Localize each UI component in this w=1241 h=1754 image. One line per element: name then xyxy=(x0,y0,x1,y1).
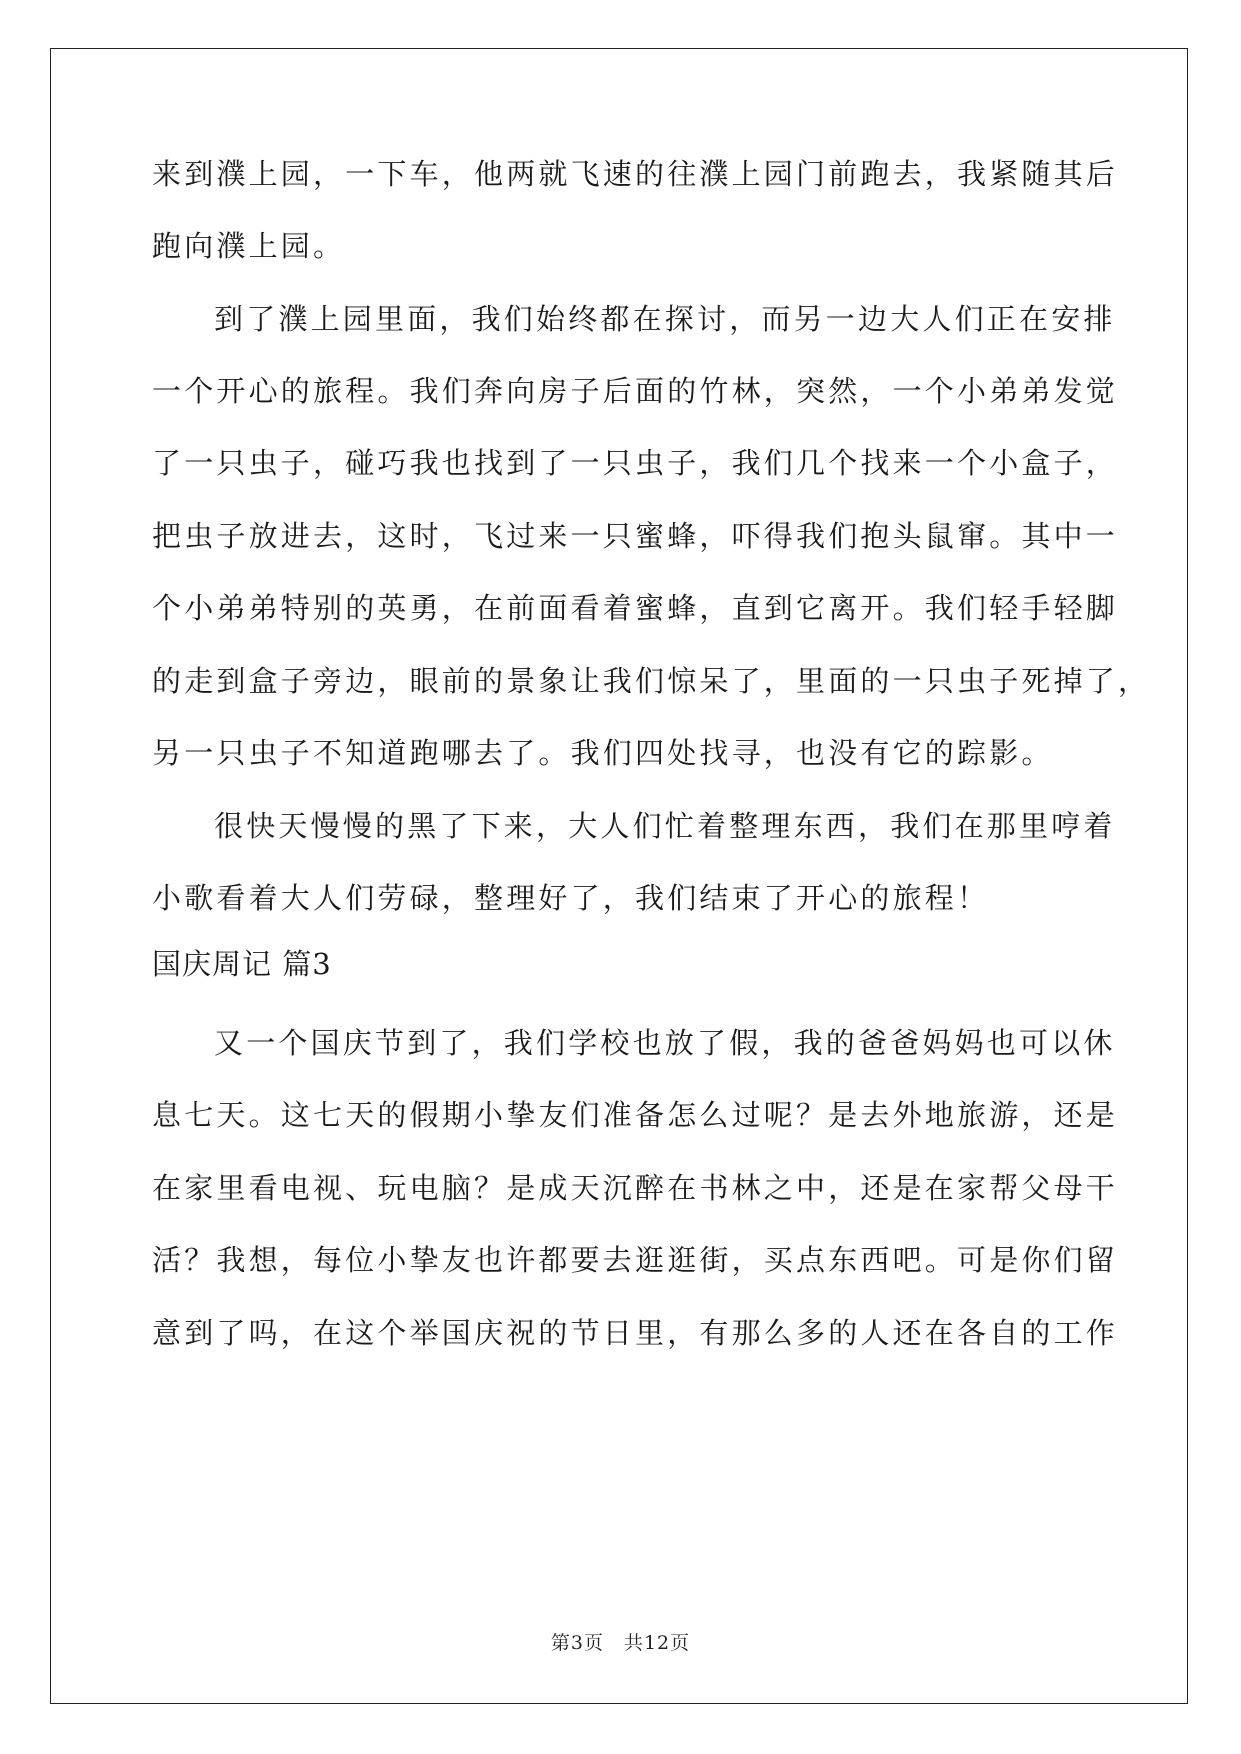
text-line: 在家里看电视、玩电脑？是成天沉醉在书林之中，还是在家帮父母干 xyxy=(152,1171,1119,1205)
text-line: 跑向濮上园。 xyxy=(152,229,346,263)
paragraph-start: 到了濮上园里面，我们始终都在探讨，而另一边大人们正在安排 xyxy=(214,302,1116,336)
text-line: 意到了吗，在这个举国庆祝的节日里，有那么多的人还在各自的工作 xyxy=(152,1316,1119,1350)
text-line: 把虫子放进去，这时，飞过来一只蜜蜂，吓得我们抱头鼠窜。其中一 xyxy=(152,519,1119,553)
text-line: 个小弟弟特别的英勇，在前面看着蜜蜂，直到它离开。我们轻手轻脚 xyxy=(152,591,1119,625)
page-border xyxy=(50,48,1188,1704)
text-line: 来到濮上园，一下车，他两就飞速的往濮上园门前跑去，我紧随其后 xyxy=(152,157,1119,191)
paragraph-start: 又一个国庆节到了，我们学校也放了假，我的爸爸妈妈也可以休 xyxy=(214,1026,1116,1060)
text-line: 了一只虫子，碰巧我也找到了一只虫子，我们几个找来一个小盒子， xyxy=(152,446,1119,480)
text-line: 的走到盒子旁边，眼前的景象让我们惊呆了，里面的一只虫子死掉了， xyxy=(152,664,1151,698)
section-heading: 国庆周记 篇3 xyxy=(152,947,332,981)
text-line: 一个开心的旅程。我们奔向房子后面的竹林，突然，一个小弟弟发觉 xyxy=(152,374,1119,408)
text-line: 另一只虫子不知道跑哪去了。我们四处找寻，也没有它的踪影。 xyxy=(152,736,1054,770)
text-line: 活？我想，每位小挚友也许都要去逛逛街，买点东西吧。可是你们留 xyxy=(152,1243,1119,1277)
page-number-footer: 第3页 共12页 xyxy=(550,1632,691,1654)
text-line: 息七天。这七天的假期小挚友们准备怎么过呢？是去外地旅游，还是 xyxy=(152,1098,1119,1132)
text-line: 小歌看着大人们劳碌，整理好了，我们结束了开心的旅程！ xyxy=(152,881,990,915)
paragraph-start: 很快天慢慢的黑了下来，大人们忙着整理东西，我们在那里哼着 xyxy=(214,809,1116,843)
